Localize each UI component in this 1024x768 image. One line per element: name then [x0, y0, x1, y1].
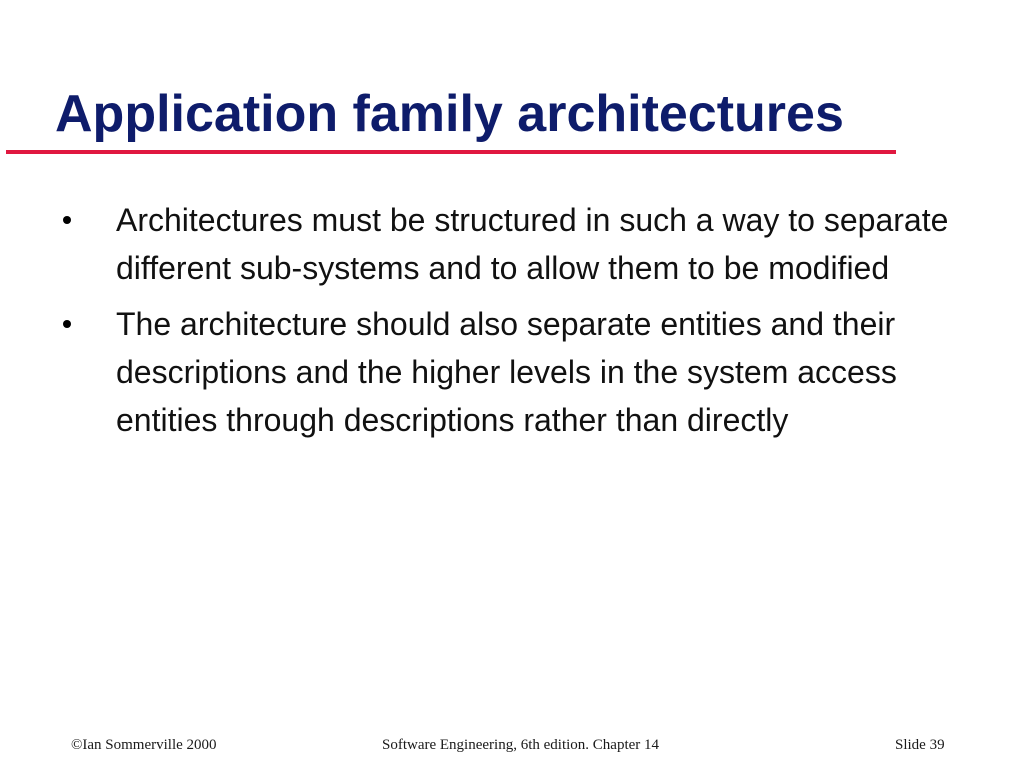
bullet-dot-icon [63, 216, 71, 224]
bullet-dot-icon [63, 320, 71, 328]
footer-book-title: Software Engineering, 6th edition. Chapter 14 [382, 737, 660, 753]
title-underline [6, 150, 896, 154]
bullet-item [60, 300, 960, 444]
bullet-text: Architectures must be structured in such a way to separate different sub-systems and to allow them to be modified [116, 202, 949, 286]
footer-slide-number: Slide 39 [895, 737, 945, 753]
bullet-text: The architecture should also separate entities and their descriptions and the higher levels in the system access entities through descriptions rather than directly [116, 306, 897, 438]
slide-title: Application family architectures [55, 85, 844, 143]
bullet-list [60, 196, 960, 452]
footer-copyright: ©Ian Sommerville 2000 [71, 737, 217, 753]
bullet-item [60, 196, 960, 292]
